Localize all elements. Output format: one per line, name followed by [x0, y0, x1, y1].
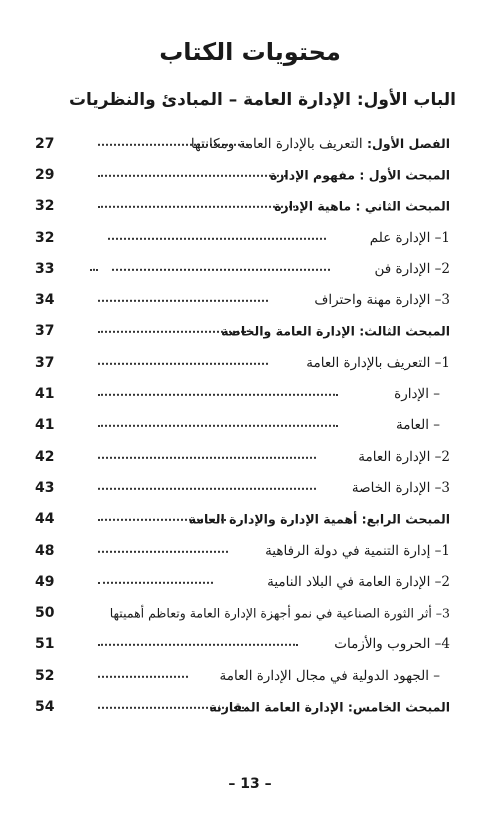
- page-number: – 13 –: [228, 776, 272, 792]
- toc-entry-sub: [0, 597, 500, 628]
- dot-leader: [98, 582, 213, 584]
- toc-page-number: 49: [35, 573, 55, 590]
- dot-leader: [98, 456, 316, 458]
- toc-page-number: 52: [35, 667, 55, 684]
- toc-page-number: 51: [35, 636, 55, 653]
- toc-entry-text: – الإدارة: [394, 386, 440, 403]
- toc-page-number: 54: [35, 698, 55, 715]
- toc-entry-sub: [0, 472, 500, 503]
- toc-entry-text: 2– الإدارة العامة في البلاد النامية: [267, 573, 450, 590]
- toc-entry-section: [0, 316, 500, 347]
- toc-entry-sub: [0, 347, 500, 378]
- page-title: محتويات الكتاب: [159, 38, 341, 66]
- toc-entry-sub: [0, 535, 500, 566]
- toc-entry-title: التعريف بالإدارة العامة ومكانتها: [190, 135, 363, 152]
- dot-leader: [98, 175, 286, 177]
- part-heading: الباب الأول: الإدارة العامة – المبادئ والنظريات: [68, 90, 456, 110]
- toc-list: [0, 128, 500, 723]
- toc-page-number: 41: [35, 417, 55, 434]
- dot-leader: [98, 363, 268, 365]
- dot-leader: [108, 237, 326, 239]
- toc-entry-sub: [0, 284, 500, 315]
- toc-page-number: 32: [35, 229, 55, 246]
- dot-leader: [98, 300, 268, 302]
- toc-entry-text: 2– الإدارة العامة: [358, 448, 450, 465]
- toc-entry-text: 4– الحروب والأزمات: [334, 636, 450, 653]
- toc-entry-section: [0, 691, 500, 722]
- toc-entry-sub: [0, 253, 500, 284]
- dot-leader: [98, 675, 188, 677]
- dot-leader: [98, 425, 338, 427]
- toc-entry-text: 2– الإدارة فن: [374, 260, 450, 277]
- toc-page-number: 32: [35, 198, 55, 215]
- toc-entry-sub: [0, 629, 500, 660]
- dot-leader: [98, 394, 338, 396]
- toc-page-number: 27: [35, 135, 55, 152]
- toc-entry-text: المبحث الأول : مفهوم الإدارة: [269, 167, 450, 183]
- dot-leader: [112, 269, 330, 271]
- toc-page-number: 33: [35, 260, 55, 277]
- toc-entry-chapter-1: [0, 128, 500, 159]
- toc-entry-item: [0, 378, 500, 409]
- toc-entry-sub: [0, 222, 500, 253]
- dot-leader: [98, 488, 316, 490]
- toc-entry-text: 3– أثر الثورة الصناعية في نمو أجهزة الإدارة العامة وتعاظم أهميتها: [109, 605, 450, 621]
- toc-entry-text: – الجهود الدولية في مجال الإدارة العامة: [219, 667, 440, 684]
- toc-entry-sub: [0, 566, 500, 597]
- dot-leader: [98, 644, 298, 646]
- toc-entry-text: – العامة: [395, 417, 440, 434]
- toc-page-number: 29: [35, 166, 55, 183]
- toc-page-number: 50: [35, 605, 55, 622]
- toc-entry-text: المبحث الثالث: الإدارة العامة والخاصة: [221, 323, 450, 339]
- toc-entry-sub: [0, 441, 500, 472]
- toc-page-number: 34: [35, 292, 55, 309]
- toc-entry-text: 1– التعريف بالإدارة العامة: [306, 354, 450, 371]
- toc-page-number: 48: [35, 542, 55, 559]
- toc-entry-text: 1– الإدارة علم: [369, 229, 450, 246]
- toc-entry-item: [0, 660, 500, 691]
- dot-leader: [98, 550, 228, 552]
- toc-entry-text: المبحث الثاني : ماهية الإدارة: [274, 198, 450, 214]
- toc-entry-section: [0, 504, 500, 535]
- toc-entry-label: الفصل الأول:: [366, 135, 450, 151]
- dot-leader: [98, 206, 298, 208]
- toc-page-number: 44: [35, 511, 55, 528]
- toc-entry-text: 3– الإدارة الخاصة: [351, 479, 450, 496]
- toc-page-number: 37: [35, 323, 55, 340]
- toc-entry-text: المبحث الرابع: أهمية الإدارة والإدارة العامة: [188, 511, 450, 527]
- toc-page-number: 43: [35, 479, 55, 496]
- dot-leader: [90, 269, 98, 271]
- toc-entry-section: [0, 191, 500, 222]
- toc-entry-text: [191, 136, 450, 152]
- toc-entry-item: [0, 410, 500, 441]
- toc-entry-text: المبحث الخامس: الإدارة العامة المقارنة: [209, 699, 450, 715]
- toc-page-number: 42: [35, 448, 55, 465]
- toc-page-number: 41: [35, 386, 55, 403]
- toc-entry-text: 1– إدارة التنمية في دولة الرفاهية: [265, 542, 450, 559]
- toc-page-number: 37: [35, 354, 55, 371]
- toc-entry-section: [0, 159, 500, 190]
- toc-entry-text: 3– الإدارة مهنة واحتراف: [314, 292, 450, 309]
